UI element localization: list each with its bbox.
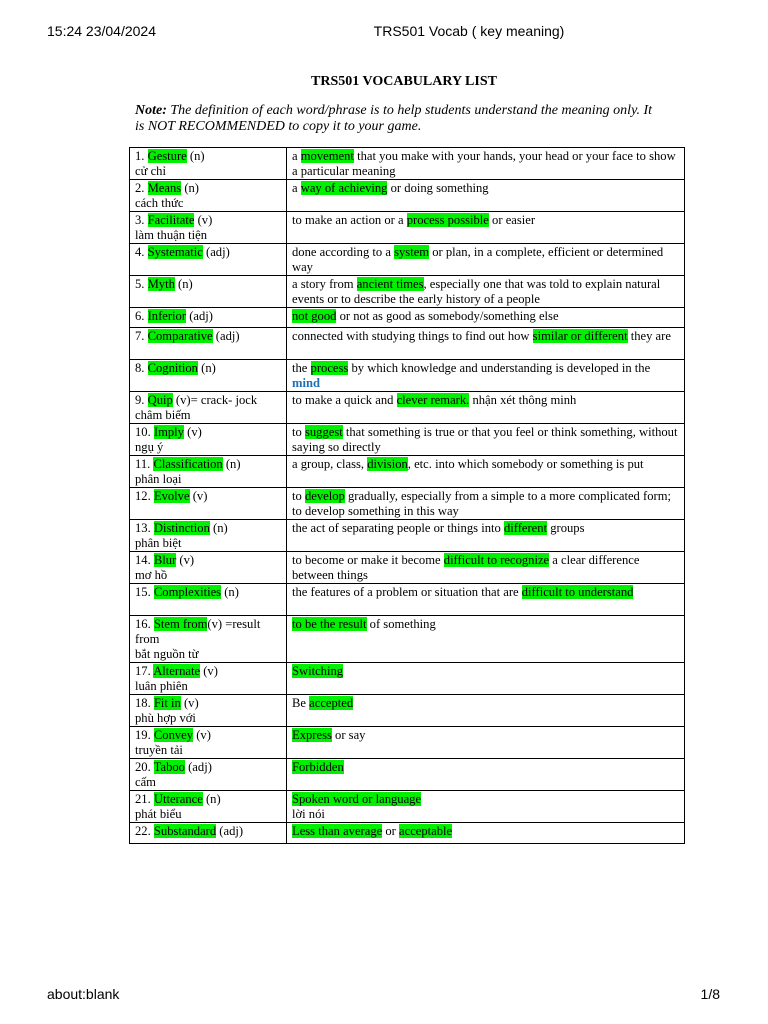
text-run: 7. xyxy=(135,329,148,343)
definition-cell xyxy=(287,424,685,456)
term-cell xyxy=(130,727,287,759)
definition-cell xyxy=(287,180,685,212)
note-paragraph xyxy=(135,103,663,135)
text-run: , especially one that was told to explain natural events or to describe the early history of a people xyxy=(292,277,661,306)
print-doc-title: TRS501 Vocab ( key meaning) xyxy=(373,23,565,39)
highlighted-text: movement xyxy=(300,149,354,163)
highlighted-text: Substandard xyxy=(153,824,217,838)
definition-cell xyxy=(287,616,685,663)
text-run: 8. xyxy=(135,361,148,375)
text-run: a xyxy=(292,149,301,163)
definition-cell xyxy=(287,695,685,727)
text-run: (v) xyxy=(193,728,211,742)
text-run: 22. xyxy=(135,824,154,838)
text-run: or easier xyxy=(488,213,536,227)
text-run: 20. xyxy=(135,760,154,774)
text-run: a xyxy=(292,181,301,195)
highlighted-text: Distinction xyxy=(153,521,210,535)
vocab-row xyxy=(130,520,685,552)
vietnamese-meaning: làm thuận tiện xyxy=(135,228,208,242)
text-run: 16. xyxy=(135,617,154,631)
text-run: connected with studying things to find out how xyxy=(292,329,533,343)
text-run: 19. xyxy=(135,728,154,742)
text-run: or xyxy=(382,824,400,838)
highlighted-text: ancient times xyxy=(356,277,424,291)
text-run: 13. xyxy=(135,521,154,535)
text-run: (n) xyxy=(222,457,241,471)
text-run: to xyxy=(292,425,305,439)
vietnamese-meaning: luân phiên xyxy=(135,679,188,693)
highlighted-text: Gesture xyxy=(147,149,187,163)
definition-cell xyxy=(287,456,685,488)
page-title: TRS501 VOCABULARY LIST xyxy=(311,74,497,89)
definition-cell xyxy=(287,488,685,520)
highlighted-text: Facilitate xyxy=(147,213,195,227)
text-run: (v) xyxy=(189,489,208,503)
highlighted-text: Evolve xyxy=(153,489,190,503)
text-run: 18. xyxy=(135,696,154,710)
term-cell xyxy=(130,424,287,456)
vocab-row xyxy=(130,727,685,759)
text-run: (n) xyxy=(202,792,221,806)
text-run: (v) xyxy=(180,696,199,710)
text-run: 11. xyxy=(135,457,154,471)
highlighted-text: system xyxy=(394,245,430,259)
term-cell xyxy=(130,791,287,823)
text-run: (n) xyxy=(174,277,193,291)
vocab-row xyxy=(130,180,685,212)
highlighted-text: clever remark. xyxy=(396,393,470,407)
term-cell xyxy=(130,276,287,308)
text-run: 15. xyxy=(135,585,154,599)
highlighted-text: Alternate xyxy=(153,664,201,678)
vocab-row xyxy=(130,616,685,663)
text-run: that something is true or that you feel or think something, without saying so directly xyxy=(292,425,678,454)
definition-cell xyxy=(287,584,685,616)
text-run: , etc. into which somebody or something is put xyxy=(407,457,644,471)
highlighted-text: Utterance xyxy=(153,792,203,806)
vocab-row xyxy=(130,823,685,844)
highlighted-text: Blur xyxy=(153,553,177,567)
definition-cell xyxy=(287,791,685,823)
highlighted-text: Systematic xyxy=(147,245,203,259)
vocab-row xyxy=(130,328,685,360)
definition-cell xyxy=(287,328,685,360)
vietnamese-meaning: bắt nguồn từ xyxy=(135,647,199,661)
text-run: (v) xyxy=(176,553,195,567)
vocab-row xyxy=(130,392,685,424)
definition-cell xyxy=(287,552,685,584)
text-run: (adj) xyxy=(212,329,240,343)
vocab-row xyxy=(130,424,685,456)
text-run: groups xyxy=(547,521,585,535)
vocab-row xyxy=(130,212,685,244)
term-cell xyxy=(130,308,287,328)
text-run: Be xyxy=(292,696,310,710)
highlighted-text: accepted xyxy=(309,696,354,710)
term-cell xyxy=(130,759,287,791)
term-cell xyxy=(130,392,287,424)
highlighted-text: similar or different xyxy=(532,329,628,343)
note-text: The definition of each word/phrase is to help students understand the meaning only. It is NOT RECOMMENDED to copy it to your game. xyxy=(135,103,653,134)
text-run: nhận xét thông minh xyxy=(469,393,577,407)
text-run: 3. xyxy=(135,213,148,227)
text-run: (v)= crack- jock xyxy=(172,393,258,407)
highlighted-text: Spoken word or language xyxy=(292,792,422,806)
text-run: gradually, especially from a simple to a more complicated form; to develop something in this way xyxy=(292,489,671,518)
vocab-row xyxy=(130,308,685,328)
term-cell xyxy=(130,663,287,695)
highlighted-text: not good xyxy=(292,309,337,323)
vietnamese-meaning: phân biệt xyxy=(135,536,182,550)
vietnamese-meaning: phân loại xyxy=(135,472,182,486)
vocab-row xyxy=(130,759,685,791)
highlighted-text: Fit in xyxy=(153,696,181,710)
highlighted-text: Taboo xyxy=(153,760,185,774)
emphasized-text: mind xyxy=(292,376,320,390)
vocab-row xyxy=(130,360,685,392)
text-run: or say xyxy=(331,728,366,742)
definition-cell xyxy=(287,520,685,552)
text-run: or doing something xyxy=(387,181,489,195)
vocab-row xyxy=(130,488,685,520)
vocab-row xyxy=(130,695,685,727)
print-page-number: 1/8 xyxy=(700,986,720,1002)
text-run: to xyxy=(292,489,305,503)
term-cell xyxy=(130,328,287,360)
text-run: (adj) xyxy=(186,309,213,323)
text-run: the features of a problem or situation that are xyxy=(292,585,522,599)
print-url: about:blank xyxy=(47,986,120,1002)
text-run: 21. xyxy=(135,792,154,806)
text-run: (v) xyxy=(194,213,213,227)
text-run: to become or make it become xyxy=(292,553,444,567)
highlighted-text: Imply xyxy=(153,425,184,439)
vocabulary-table xyxy=(129,147,685,844)
definition-cell xyxy=(287,392,685,424)
text-run: (v) xyxy=(183,425,202,439)
term-cell xyxy=(130,180,287,212)
highlighted-text: Express xyxy=(292,728,332,742)
vocab-row xyxy=(130,584,685,616)
term-cell xyxy=(130,212,287,244)
vocab-row xyxy=(130,244,685,276)
vocab-row xyxy=(130,663,685,695)
note-label: Note: xyxy=(135,103,167,118)
highlighted-text: Quip xyxy=(147,393,173,407)
term-cell xyxy=(130,148,287,180)
text-run: 12. xyxy=(135,489,154,503)
vietnamese-meaning: mơ hồ xyxy=(135,568,168,582)
term-cell xyxy=(130,488,287,520)
highlighted-text: suggest xyxy=(304,425,343,439)
term-cell xyxy=(130,360,287,392)
text-run: (adj) xyxy=(216,824,244,838)
highlighted-text: division xyxy=(367,457,408,471)
definition-cell xyxy=(287,276,685,308)
highlighted-text: Means xyxy=(147,181,182,195)
text-run: that you make with your hands, your head or your face to show a particular meaning xyxy=(292,149,676,178)
highlighted-text: Inferior xyxy=(147,309,187,323)
text-run: the act of separating people or things into xyxy=(292,521,504,535)
text-run: of something xyxy=(366,617,436,631)
text-run: or not as good as somebody/something else xyxy=(336,309,559,323)
text-run: a group, class, xyxy=(292,457,368,471)
text-run: (n) xyxy=(221,585,239,599)
text-run: done according to a xyxy=(292,245,395,259)
highlighted-text: difficult to understand xyxy=(521,585,634,599)
vocab-row xyxy=(130,276,685,308)
highlighted-text: Less than average xyxy=(292,824,383,838)
text-run: or plan, in a complete, efficient or determined way xyxy=(292,245,664,274)
text-run: 6. xyxy=(135,309,148,323)
highlighted-text: process possible xyxy=(406,213,489,227)
text-run: (adj) xyxy=(202,245,230,259)
definition-cell xyxy=(287,663,685,695)
text-run: to make a quick and xyxy=(292,393,397,407)
vocab-row xyxy=(130,791,685,823)
term-cell xyxy=(130,616,287,663)
highlighted-text: Comparative xyxy=(147,329,213,343)
text-run: 17. xyxy=(135,664,154,678)
vietnamese-meaning: cử chỉ xyxy=(135,164,166,178)
term-cell xyxy=(130,520,287,552)
text-run: a story from xyxy=(292,277,357,291)
definition-cell xyxy=(287,148,685,180)
text-run: 4. xyxy=(135,245,148,259)
text-run: 10. xyxy=(135,425,154,439)
text-run: the xyxy=(292,361,311,375)
definition-cell xyxy=(287,244,685,276)
highlighted-text: Switching xyxy=(292,664,344,678)
text-run: (n) xyxy=(197,361,216,375)
highlighted-text: Forbidden xyxy=(292,760,344,774)
vietnamese-meaning: cách thức xyxy=(135,196,184,210)
highlighted-text: develop xyxy=(304,489,345,503)
print-datetime: 15:24 23/04/2024 xyxy=(47,23,156,39)
vietnamese-meaning: phù hợp với xyxy=(135,711,196,725)
text-run: 9. xyxy=(135,393,148,407)
highlighted-text: Classification xyxy=(153,457,223,471)
term-cell xyxy=(130,695,287,727)
text-run: they are xyxy=(627,329,671,343)
definition-cell xyxy=(287,727,685,759)
text-run: (n) xyxy=(209,521,228,535)
vietnamese-meaning: ngụ ý xyxy=(135,440,164,454)
highlighted-text: Myth xyxy=(147,277,175,291)
vocab-row xyxy=(130,552,685,584)
highlighted-text: to be the result xyxy=(292,617,367,631)
highlighted-text: difficult to recognize xyxy=(443,553,550,567)
highlighted-text: process xyxy=(310,361,349,375)
term-cell xyxy=(130,244,287,276)
highlighted-text: Complexities xyxy=(153,585,222,599)
text-run: lời nói xyxy=(292,807,325,821)
text-run: (n) xyxy=(181,181,200,195)
text-run: to make an action or a xyxy=(292,213,407,227)
highlighted-text: acceptable xyxy=(399,824,453,838)
vietnamese-meaning: truyền tải xyxy=(135,743,183,757)
text-run: (v) xyxy=(200,664,218,678)
text-run: 5. xyxy=(135,277,148,291)
term-cell xyxy=(130,823,287,844)
definition-cell xyxy=(287,823,685,844)
vocab-row xyxy=(130,148,685,180)
highlighted-text: different xyxy=(503,521,548,535)
highlighted-text: way of achieving xyxy=(300,181,388,195)
text-run: a clear difference between things xyxy=(292,553,640,582)
highlighted-text: Convey xyxy=(153,728,194,742)
text-run: (adj) xyxy=(184,760,212,774)
term-cell xyxy=(130,456,287,488)
text-run: (n) xyxy=(186,149,205,163)
term-cell xyxy=(130,584,287,616)
text-run: 2. xyxy=(135,181,148,195)
highlighted-text: Stem from xyxy=(153,617,208,631)
vietnamese-meaning: cấm xyxy=(135,775,156,789)
vocab-row xyxy=(130,456,685,488)
text-run: by which knowledge and understanding is developed in the xyxy=(348,361,651,375)
definition-cell xyxy=(287,759,685,791)
definition-cell xyxy=(287,308,685,328)
highlighted-text: Cognition xyxy=(147,361,198,375)
text-run: 1. xyxy=(135,149,148,163)
definition-cell xyxy=(287,212,685,244)
vietnamese-meaning: phát biểu xyxy=(135,807,182,821)
text-run: 14. xyxy=(135,553,154,567)
vietnamese-meaning: châm biếm xyxy=(135,408,191,422)
vocabulary-table-body xyxy=(130,148,685,844)
text-run: (v) =result from xyxy=(135,617,261,646)
term-cell xyxy=(130,552,287,584)
definition-cell xyxy=(287,360,685,392)
